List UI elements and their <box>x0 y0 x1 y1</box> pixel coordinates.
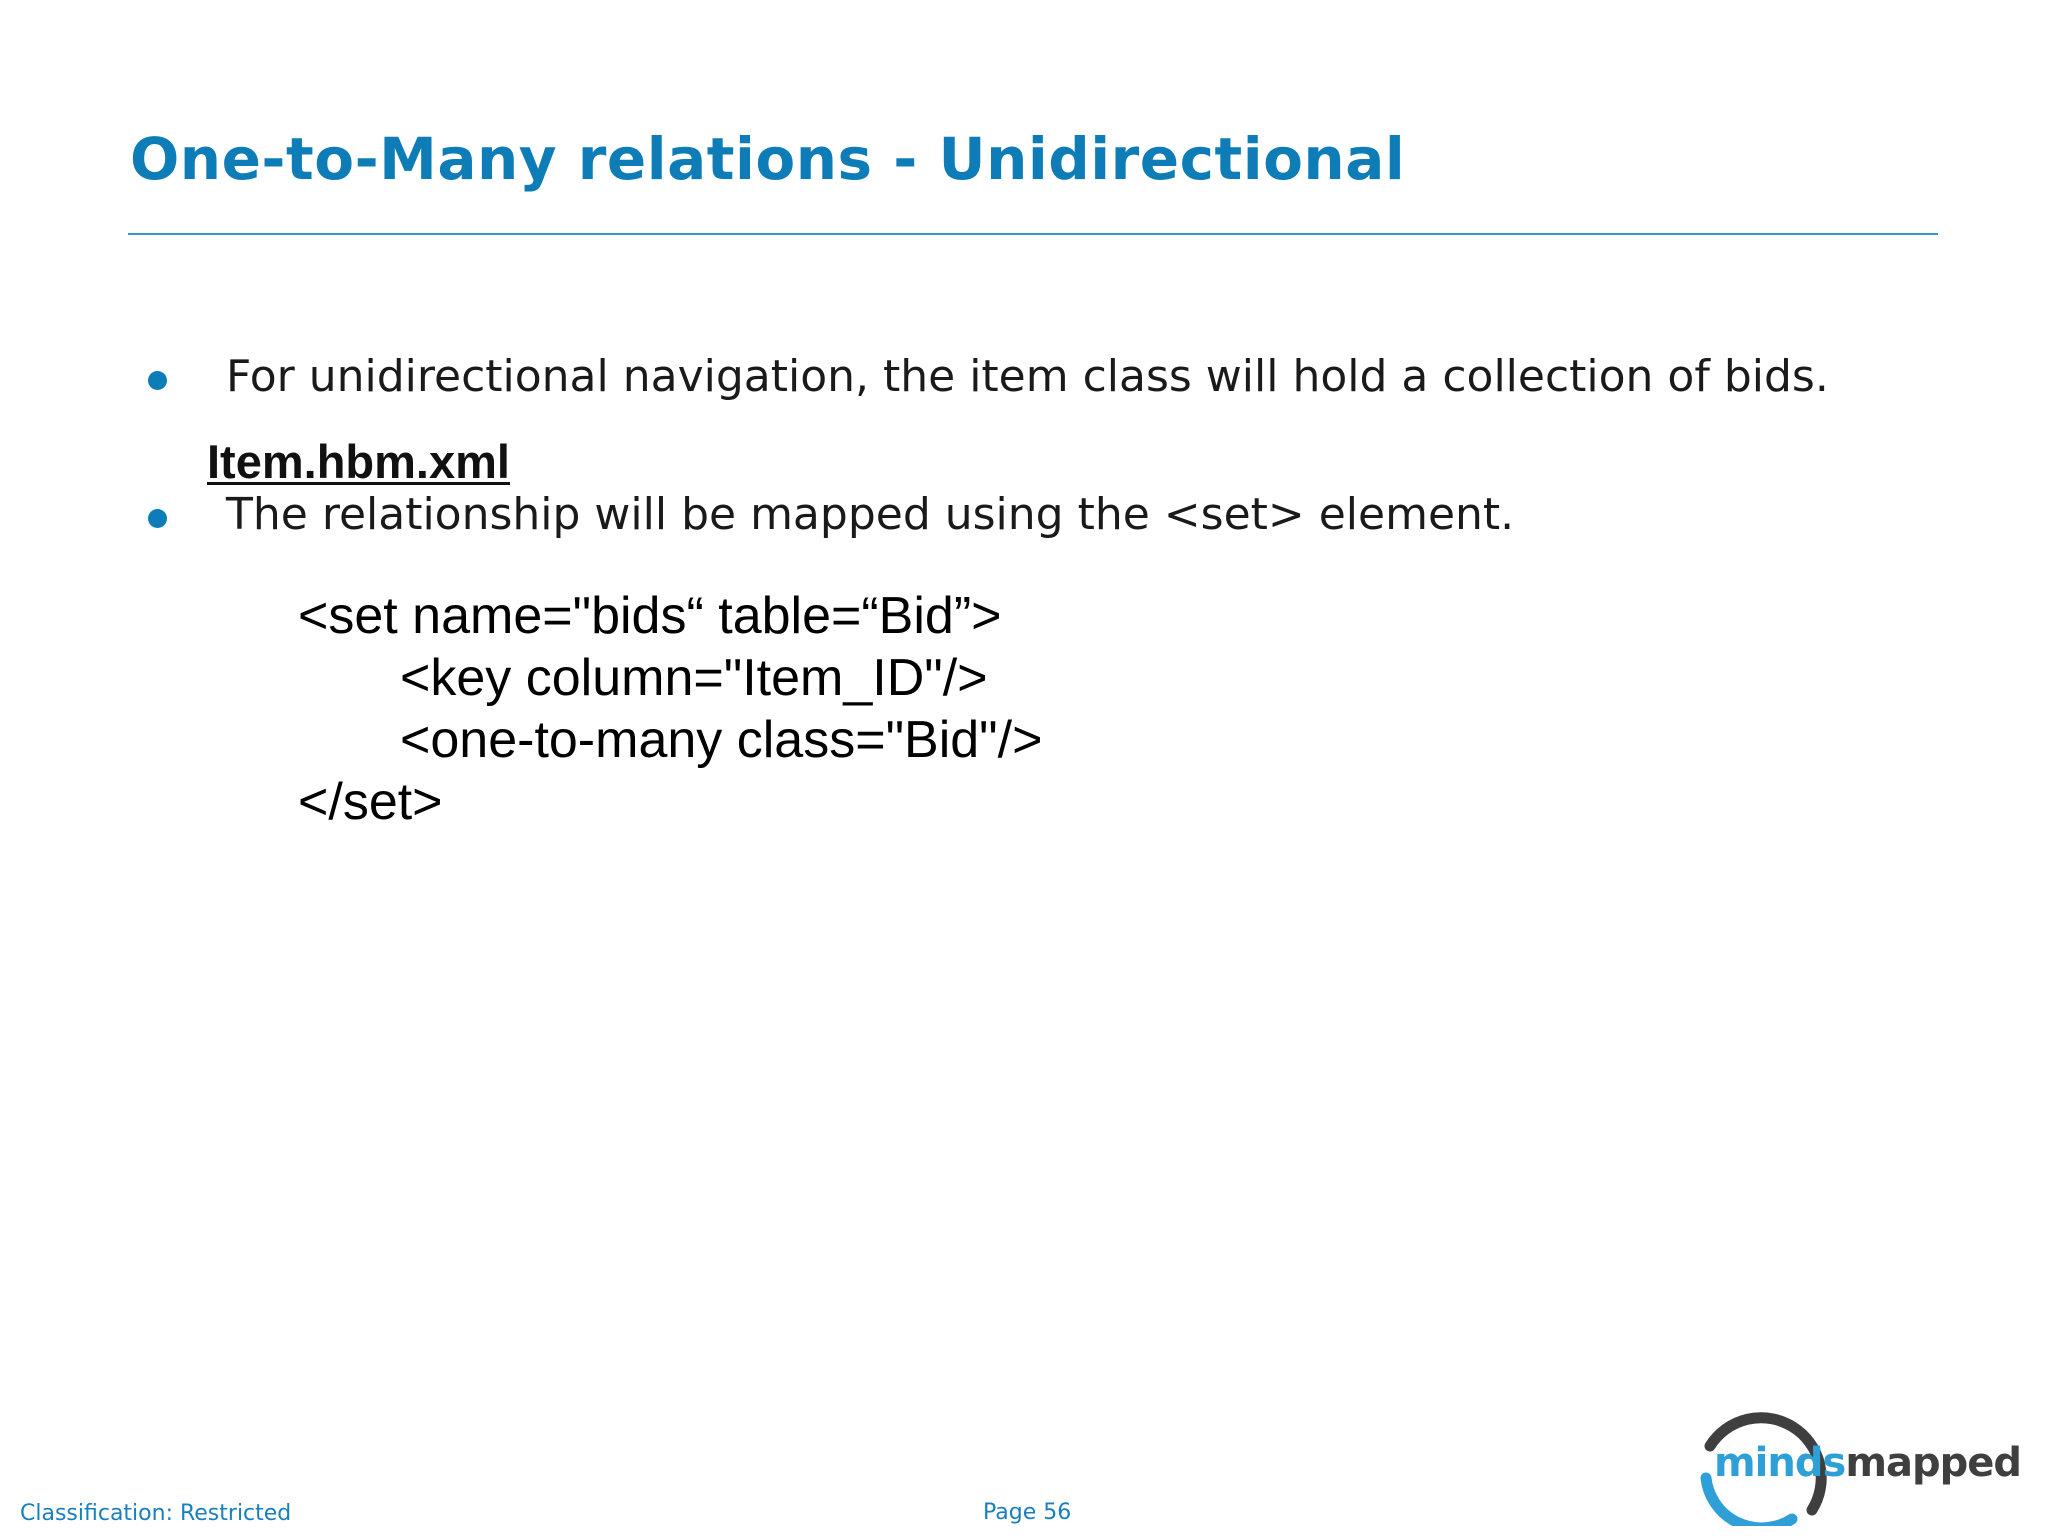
logo-text-part1: minds <box>1714 1440 1846 1486</box>
code-block <box>298 585 1042 833</box>
logo-text-part2: mapped <box>1845 1440 2022 1486</box>
mindsmapped-logo <box>1692 1400 2028 1526</box>
file-heading: Item.hbm.xml <box>207 435 510 488</box>
footer-classification: Classification: Restricted <box>20 1501 292 1526</box>
slide-title: One-to-Many relations - Unidirectional <box>130 125 1406 193</box>
code-line: </set> <box>298 773 443 831</box>
bullet-text: The relationship will be mapped using the <set> element. <box>226 489 1515 540</box>
bullet-text: For unidirectional navigation, the item class will hold a collection of bids. <box>226 351 1829 402</box>
page-number: Page 56 <box>983 1500 1072 1525</box>
svg-text:mindsmapped <box>1714 1440 2021 1486</box>
bullet-icon <box>148 509 167 528</box>
code-line: <key column="Item_ID"/> <box>400 649 988 707</box>
bullet-icon <box>148 371 167 390</box>
title-divider <box>128 233 1938 235</box>
code-line: <one-to-many class="Bid"/> <box>400 711 1043 769</box>
code-line: <set name="bids“ table=“Bid”> <box>298 587 1002 645</box>
